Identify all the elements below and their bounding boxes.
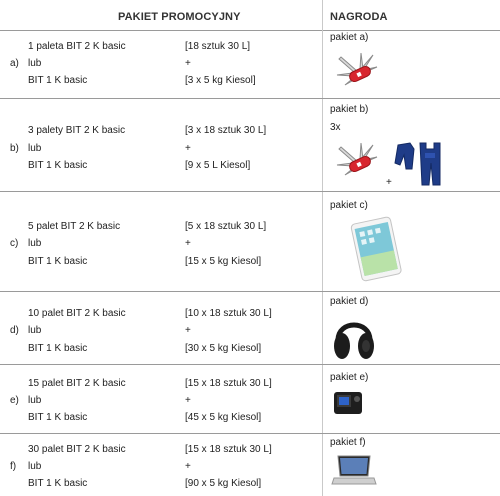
qty-line1: [10 x 18 sztuk 30 L]	[185, 308, 272, 319]
header-package: PAKIET PROMOCYJNY	[118, 11, 241, 23]
package-or: lub	[28, 325, 42, 336]
package-line1: 1 paleta BIT 2 K basic	[28, 41, 126, 52]
package-line1: 3 palety BIT 2 K basic	[28, 125, 126, 136]
package-line1: 10 palet BIT 2 K basic	[28, 308, 126, 319]
swiss-knife-icon	[333, 49, 383, 91]
work-overalls-icon	[392, 139, 444, 189]
reward-label: pakiet f)	[330, 437, 366, 448]
action-camera-icon	[332, 389, 366, 417]
reward-quantity: 3x	[330, 122, 341, 133]
qty-plus: +	[185, 461, 191, 472]
table-row	[0, 99, 500, 192]
laptop-icon	[330, 452, 378, 488]
qty-line2: [45 x 5 kg Kiesol]	[185, 412, 262, 423]
qty-line1: [15 x 18 sztuk 30 L]	[185, 444, 272, 455]
row-letter: f)	[10, 461, 17, 472]
reward-label: pakiet a)	[330, 32, 369, 43]
qty-line1: [3 x 18 sztuk 30 L]	[185, 125, 267, 136]
table-row	[0, 192, 500, 292]
qty-line2: [3 x 5 kg Kiesol]	[185, 75, 256, 86]
package-or: lub	[28, 143, 42, 154]
package-or: lub	[28, 238, 42, 249]
table-row	[0, 434, 500, 496]
package-line2: BIT 1 K basic	[28, 478, 88, 489]
header-reward: NAGRODA	[330, 11, 388, 23]
package-line1: 30 palet BIT 2 K basic	[28, 444, 126, 455]
headphones-icon	[332, 310, 376, 362]
row-letter: e)	[10, 395, 19, 406]
package-or: lub	[28, 461, 42, 472]
qty-plus: +	[185, 238, 191, 249]
qty-line2: [90 x 5 kg Kiesol]	[185, 478, 262, 489]
reward-label: pakiet e)	[330, 372, 369, 383]
row-letter: d)	[10, 325, 19, 336]
package-line1: 15 palet BIT 2 K basic	[28, 378, 126, 389]
qty-line2: [9 x 5 L Kiesol]	[185, 160, 251, 171]
package-line2: BIT 1 K basic	[28, 343, 88, 354]
qty-line2: [15 x 5 kg Kiesol]	[185, 256, 262, 267]
table-row	[0, 365, 500, 434]
row-letter: b)	[10, 143, 19, 154]
row-letter: c)	[10, 238, 19, 249]
qty-plus: +	[185, 58, 191, 69]
table-row	[0, 292, 500, 365]
reward-label: pakiet c)	[330, 200, 368, 211]
package-line1: 5 palet BIT 2 K basic	[28, 221, 121, 232]
qty-line1: [18 sztuk 30 L]	[185, 41, 251, 52]
package-or: lub	[28, 58, 42, 69]
reward-label: pakiet b)	[330, 104, 369, 115]
tablet-icon	[342, 214, 410, 282]
reward-plus: +	[386, 177, 392, 188]
qty-line2: [30 x 5 kg Kiesol]	[185, 343, 262, 354]
row-letter: a)	[10, 58, 19, 69]
package-line2: BIT 1 K basic	[28, 160, 88, 171]
qty-plus: +	[185, 325, 191, 336]
package-or: lub	[28, 395, 42, 406]
swiss-knife-icon	[333, 139, 383, 181]
table-row	[0, 31, 500, 99]
package-line2: BIT 1 K basic	[28, 412, 88, 423]
reward-label: pakiet d)	[330, 296, 369, 307]
package-line2: BIT 1 K basic	[28, 75, 88, 86]
package-line2: BIT 1 K basic	[28, 256, 88, 267]
qty-line1: [5 x 18 sztuk 30 L]	[185, 221, 267, 232]
qty-plus: +	[185, 395, 191, 406]
table-header	[0, 0, 500, 31]
qty-line1: [15 x 18 sztuk 30 L]	[185, 378, 272, 389]
qty-plus: +	[185, 143, 191, 154]
